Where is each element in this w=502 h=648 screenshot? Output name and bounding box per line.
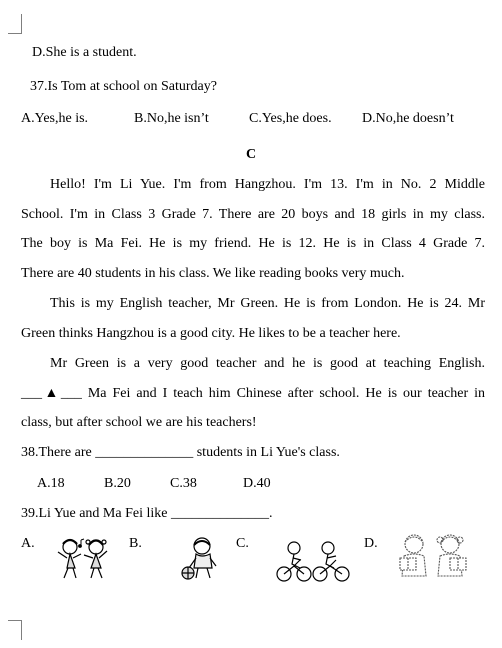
q37-option-d: D.No,he doesn’t (362, 111, 454, 126)
q37-question: 37.Is Tom at school on Saturday? (30, 79, 217, 94)
reading-children-icon (392, 532, 474, 582)
passage-p3-line3: class, but after school we are his teachers! (21, 415, 257, 430)
q39-question: 39.Li Yue and Ma Fei like ______________. (21, 506, 273, 521)
crop-mark-bottom-vertical (21, 620, 22, 640)
cycling-children-icon (276, 540, 352, 584)
passage-p1-line3: The boy is Ma Fei. He is my friend. He is 12. He is in Class 4 Grade 7. (21, 236, 485, 251)
q38-question: 38.There are ______________ students in Li Yue's class. (21, 445, 340, 460)
basketball-boy-icon (180, 536, 220, 582)
section-label: C (246, 147, 257, 162)
q38-option-b: B.20 (104, 476, 131, 491)
passage-p2-line1: This is my English teacher, Mr Green. He is from London. He is 24. Mr (50, 296, 485, 311)
crop-mark-top-horizontal (8, 33, 22, 34)
q37-option-c: C.Yes,he does. (249, 111, 332, 126)
q38-option-a: A.18 (37, 476, 65, 491)
q39-option-d: D. (364, 536, 378, 551)
dancing-children-icon (52, 536, 116, 584)
passage-p2-line2: Green thinks Hangzhou is a good city. He likes to be a teacher here. (21, 326, 401, 341)
passage-p1-line4: There are 40 students in his class. We like reading books very much. (21, 266, 405, 281)
passage-p3-line2: ___▲___ Ma Fei and I teach him Chinese after school. He is our teacher in (21, 386, 485, 401)
crop-mark-top-vertical (21, 14, 22, 34)
q38-option-d: D.40 (243, 476, 271, 491)
q37-option-a: A.Yes,he is. (21, 111, 89, 126)
crop-mark-bottom-horizontal (8, 620, 22, 621)
passage-p1-line1: Hello! I'm Li Yue. I'm from Hangzhou. I'm 13. I'm in No. 2 Middle (50, 177, 485, 192)
passage-p1-line2: School. I'm in Class 3 Grade 7. There are 20 boys and 18 girls in my class. (21, 207, 485, 222)
passage-p3-line1: Mr Green is a very good teacher and he is good at teaching English. (50, 356, 485, 371)
q37-option-b: B.No,he isn’t (134, 111, 209, 126)
q38-option-c: C.38 (170, 476, 197, 491)
q39-option-c: C. (236, 536, 249, 551)
q36-option-d: D.She is a student. (32, 45, 137, 60)
q39-option-b: B. (129, 536, 142, 551)
q39-option-a: A. (21, 536, 35, 551)
